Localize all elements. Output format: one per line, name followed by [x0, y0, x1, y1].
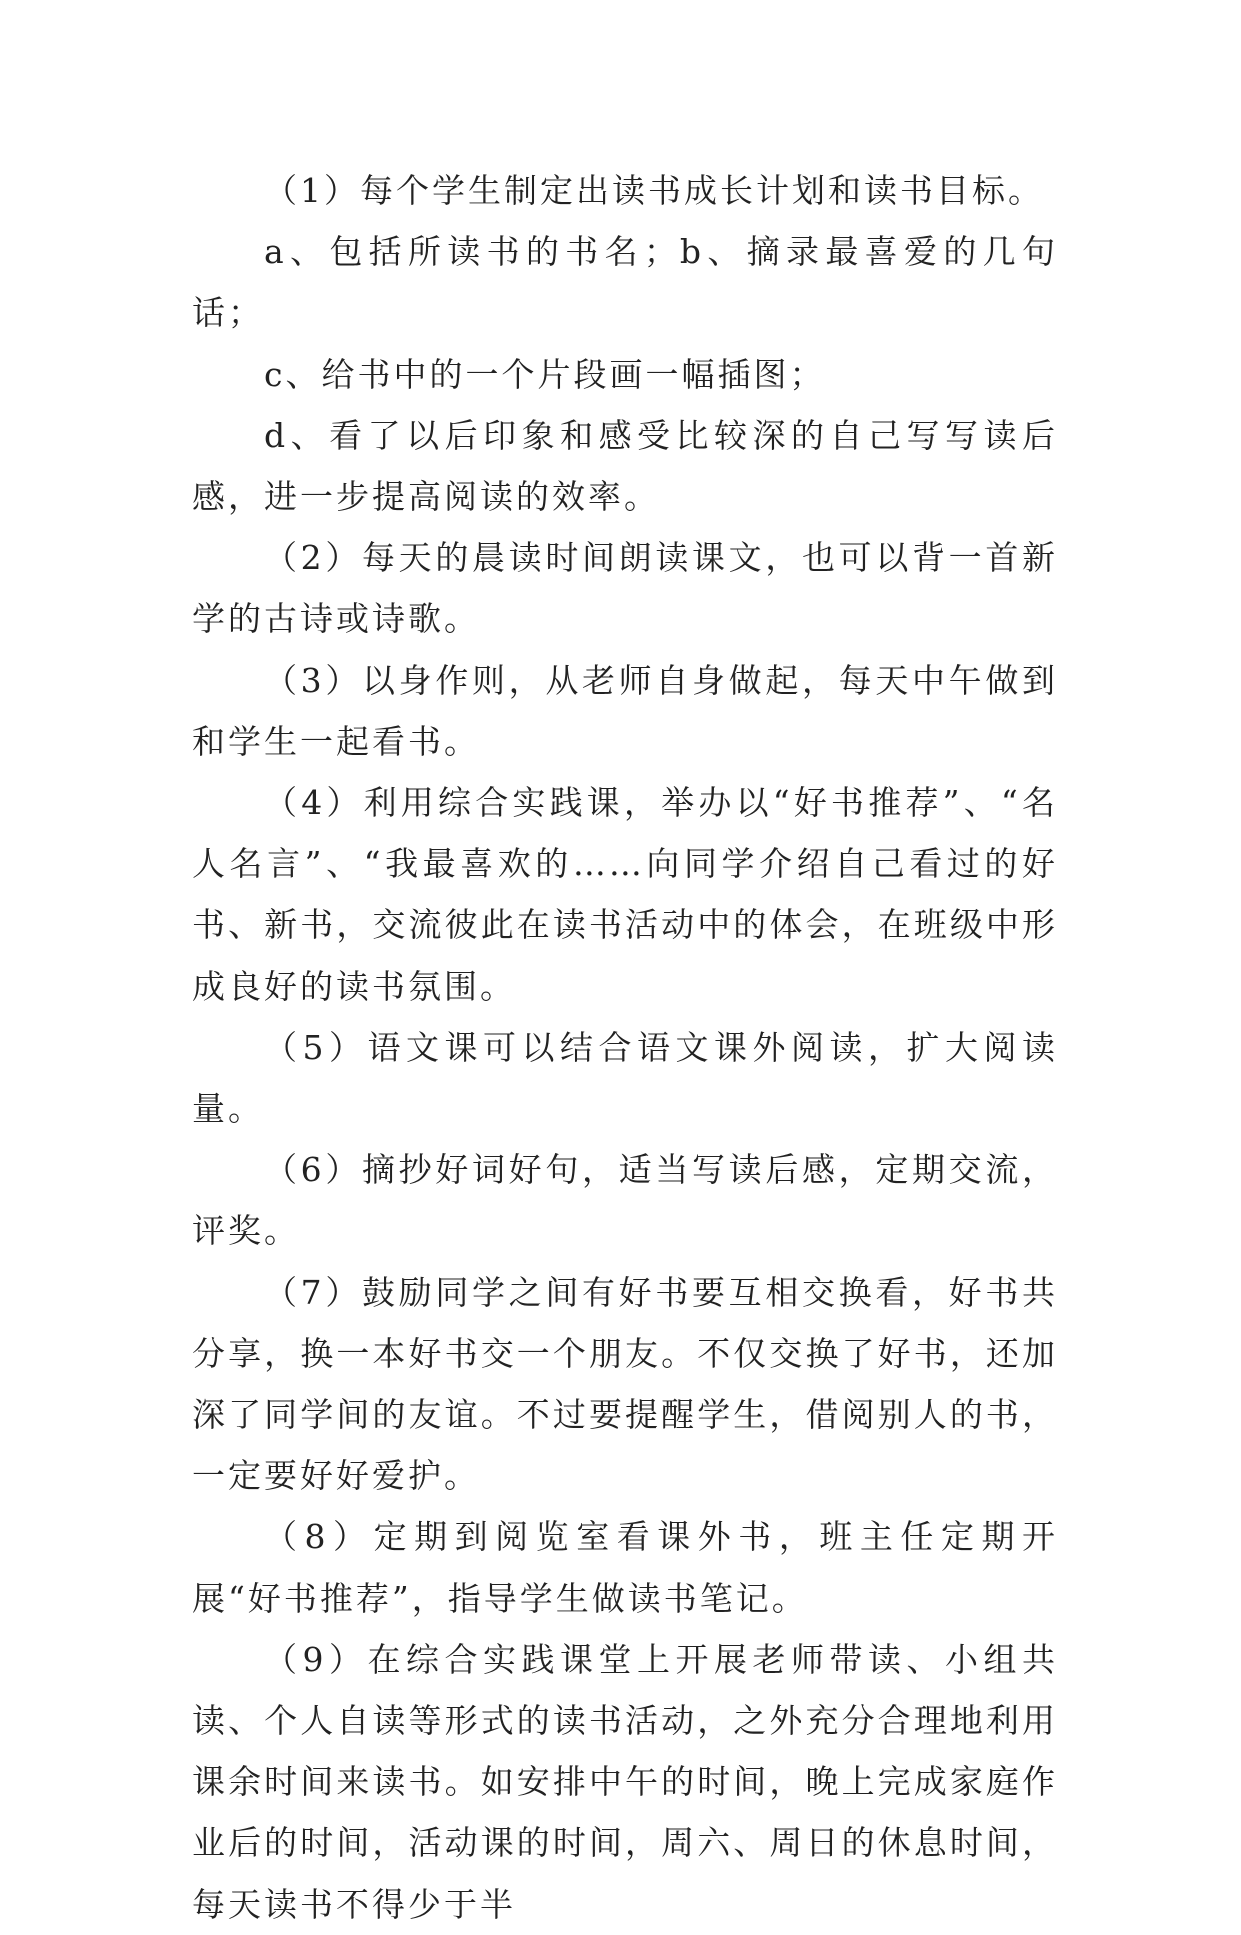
paragraph-3: c、给书中的一个片段画一幅插图； — [264, 354, 826, 394]
paragraph-2: a、包括所读书的书名；b、摘录最喜爱的几句话； — [192, 232, 1058, 333]
paragraph-9: （6）摘抄好词好句，适当写读后感，定期交流，评奖。 — [192, 1150, 1058, 1251]
paragraph-7: （4）利用综合实践课，举办以“好书推荐”、“名人名言”、“我最喜欢的……向同学介绍自己看过的好书、新书，交流彼此在读书活动中的体会，在班级中形成良好的读书氛围。 — [192, 783, 1058, 1006]
paragraph-4: d、看了以后印象和感受比较深的自己写写读后感，进一步提高阅读的效率。 — [192, 415, 1058, 517]
paragraph-11: （8）定期到阅览室看课外书，班主任定期开展“好书推荐”，指导学生做读书笔记。 — [192, 1517, 1058, 1618]
paragraph-12: （9）在综合实践课堂上开展老师带读、小组共读、个人自读等形式的读书活动，之外充分合理地利用课余时间来读书。如安排中午的时间，晚上完成家庭作业后的时间，活动课的时间，周六、周日的休息时间，每天读书不得少于半 — [192, 1639, 1058, 1924]
paragraph-10: （7）鼓励同学之间有好书要互相交换看，好书共分享，换一本好书交一个朋友。不仅交换了好书，还加深了同学间的友谊。不过要提醒学生，借阅别人的书，一定要好好爱护。 — [192, 1272, 1058, 1496]
paragraph-8: （5）语文课可以结合语文课外阅读，扩大阅读量。 — [192, 1027, 1058, 1129]
paragraph-1: （1）每个学生制定出读书成长计划和读书目标。 — [264, 171, 1044, 210]
paragraph-6: （3）以身作则，从老师自身做起，每天中午做到和学生一起看书。 — [192, 660, 1058, 761]
paragraph-5: （2）每天的晨读时间朗读课文，也可以背一首新学的古诗或诗歌。 — [192, 538, 1058, 639]
document-body — [192, 160, 1058, 1935]
